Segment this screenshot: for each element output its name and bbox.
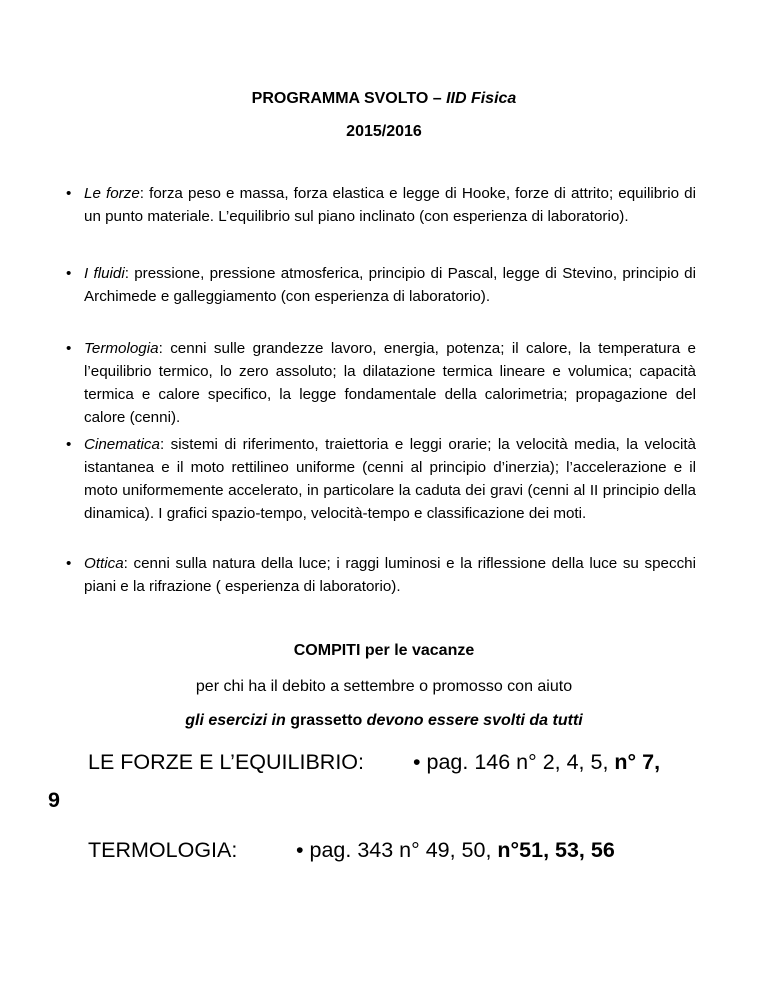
topic-text: : cenni sulle grandezze lavoro, energia, potenza; il calore, la temperatura e l’equilibrio termico, lo zero assoluto; la dilatazione termica lineare e volumica; capacità termica e calore specifico, la legge fondamentale della calorimetria; propagazione del calore (cenni).	[84, 340, 696, 426]
topic-text: : sistemi di riferimento, traiettoria e leggi orarie; la velocità media, la velocità istantanea e il moto rettilineo uniforme (cenni al principio d’inerzia); l’accelerazione e il moto uniformemente accelerato, in particolare la caduta dei gravi (cenni al II principio della dinamica). I grafici spazio-tempo, velocità-tempo e classificazione dei moti.	[84, 436, 696, 522]
program-item-fluidi: • I fluidi: pressione, pressione atmosferica, principio di Pascal, legge di Stevino, principio di Archimede e galleggiamento (con esperienza di laboratorio).	[66, 265, 696, 305]
title-prefix: PROGRAMMA SVOLTO –	[251, 90, 447, 107]
homework-note: gli esercizi in grassetto devono essere svolti da tutti	[185, 712, 583, 729]
program-item-cinematica: • Cinematica: sistemi di riferimento, traiettoria e leggi orarie; la velocità media, la velocità istantanea e il moto rettilineo uniforme (cenni al principio d’inerzia); l’accelerazione e il moto uniformemente accelerato, in particolare la caduta dei gravi (cenni al II principio della dinamica). I grafici spazio-tempo, velocità-tempo e classificazione dei moti.	[66, 436, 696, 522]
program-item-termologia: • Termologia: cenni sulle grandezze lavoro, energia, potenza; il calore, la temperatura e l’equilibrio termico, lo zero assoluto; la dilatazione termica lineare e volumica; capacità termica e calore specifico, la legge fondamentale della calorimetria; propagazione del calore (cenni).	[66, 340, 696, 426]
program-item-forze: • Le forze: forza peso e massa, forza elastica e legge di Hooke, forze di attrito; equilibrio di un punto materiale. L’equilibrio sul piano inclinato (con esperienza di laboratorio).	[66, 185, 696, 225]
topic-label: Le forze	[84, 185, 140, 202]
topic-text: : forza peso e massa, forza elastica e legge di Hooke, forze di attrito; equilibrio di un punto materiale. L’equilibrio sul piano inclinato (con esperienza di laboratorio).	[84, 185, 696, 225]
document-title	[0, 90, 768, 108]
forze-label: LE FORZE E L’EQUILIBRIO:	[88, 750, 364, 774]
title-subject: IID Fisica	[446, 90, 517, 107]
termo-exercises: • pag. 343 n° 49, 50, n°51, 53, 56	[296, 838, 615, 862]
topic-label: Ottica	[84, 555, 124, 572]
forze-exercises-wrap: 9	[48, 788, 60, 812]
topic-label: I fluidi	[84, 265, 125, 282]
topic-label: Termologia	[84, 340, 159, 357]
topic-text: : cenni sulla natura della luce; i raggi luminosi e la riflessione della luce su specchi piani e la rifrazione ( esperienza di laboratorio).	[84, 555, 696, 595]
program-item-ottica: • Ottica: cenni sulla natura della luce; i raggi luminosi e la riflessione della luce su specchi piani e la rifrazione ( esperienza di laboratorio).	[66, 555, 696, 595]
topic-label: Cinematica	[84, 436, 160, 453]
forze-exercises: • pag. 146 n° 2, 4, 5, n° 7,	[413, 750, 661, 774]
termo-label: TERMOLOGIA:	[88, 838, 238, 862]
homework-subtitle: per chi ha il debito a settembre o promosso con aiuto	[195, 678, 573, 695]
homework-title: COMPITI per le vacanze	[293, 642, 475, 659]
school-year: 2015/2016	[346, 123, 422, 140]
topic-text: : pressione, pressione atmosferica, principio di Pascal, legge di Stevino, principio di Archimede e galleggiamento (con esperienza di laboratorio).	[84, 265, 696, 305]
